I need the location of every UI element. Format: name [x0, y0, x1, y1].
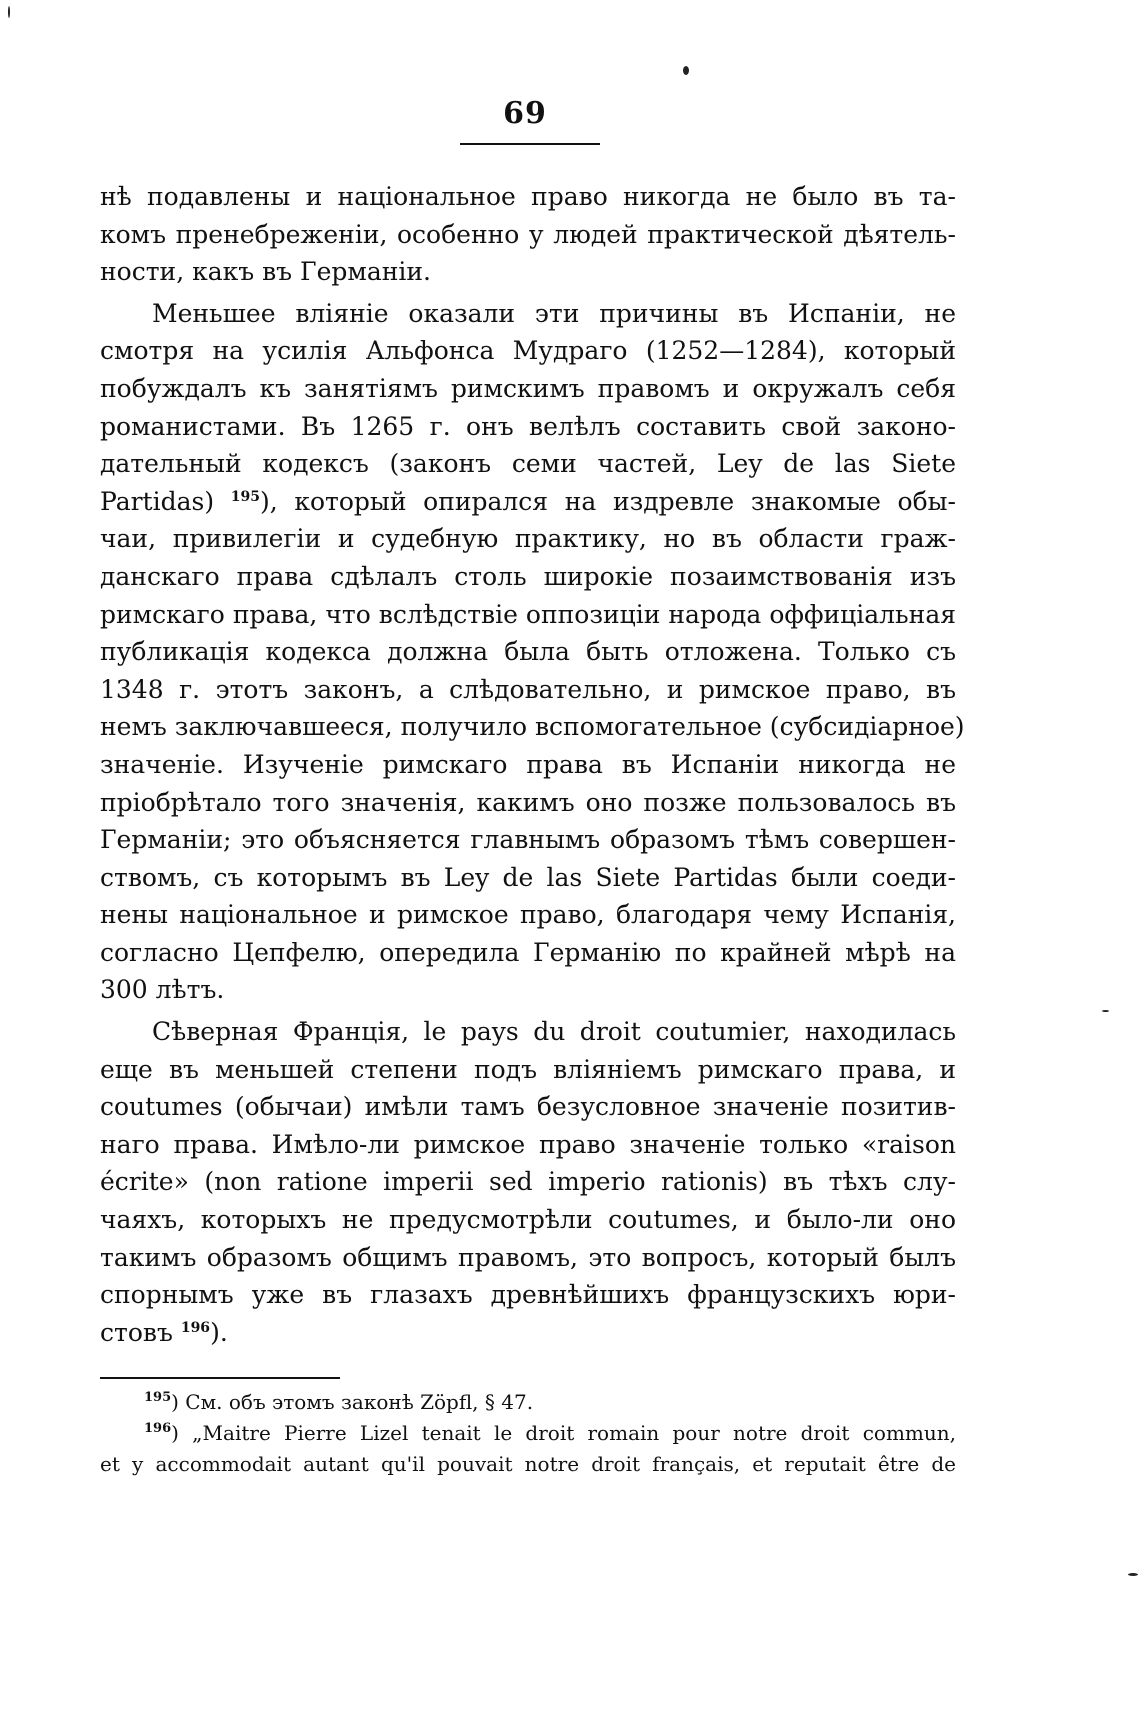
text-line: ности, какъ въ Германіи.: [100, 257, 432, 287]
footnote-separator: [100, 1377, 340, 1379]
text-line: 300 лѣтъ.: [100, 975, 225, 1005]
text-line: такимъ образомъ общимъ правомъ, это вопросъ, который былъ: [100, 1242, 956, 1272]
text-line-with-footnote: [100, 483, 956, 521]
footnote-reference: 196: [180, 1319, 211, 1336]
footnote-196-continuation: et y accommodait autant qu'il pouvait notre droit français, et reputait être de: [100, 1452, 956, 1476]
footnote-195: [100, 1387, 956, 1418]
scan-speck: [8, 6, 10, 18]
text-segment: стовъ: [100, 1317, 173, 1347]
footnotes: [100, 1387, 956, 1480]
text-line-with-footnote: [100, 1314, 956, 1352]
scan-speck: [683, 66, 689, 75]
text-line: пріобрѣтало того значенія, какимъ оно позже пользовалось въ: [100, 787, 956, 817]
footnote-text: ) „Maitre Pierre Lizel tenait le droit romain pour notre droit commun,: [171, 1421, 956, 1445]
text-line: смотря на усилія Альфонса Мудраго (1252—1284), который: [100, 336, 956, 366]
text-line: спорнымъ уже въ глазахъ древнѣйшихъ французскихъ юри-: [100, 1280, 956, 1310]
text-line: немъ заключавшееся, получило вспомогательное (субсидіарное): [100, 712, 965, 742]
text-line: Меньшее вліяніе оказали эти причины въ Испаніи, не: [152, 298, 956, 328]
paragraph-2: [100, 295, 965, 1009]
text-segment: ).: [210, 1317, 228, 1347]
text-line: романистами. Въ 1265 г. онъ велѣлъ составить свой законо-: [100, 411, 956, 441]
text-line: чаяхъ, которыхъ не предусмотрѣли coutumes, и было-ли оно: [100, 1205, 956, 1235]
page-number: 69: [503, 96, 547, 131]
text-line: coutumes (обычаи) имѣли тамъ безусловное значеніе позитив-: [100, 1092, 956, 1122]
text-segment: ), который опирался на издревле знакомые обы-: [260, 486, 956, 516]
text-line: комъ пренебреженіи, особенно у людей практической дѣятель-: [100, 219, 956, 249]
text-line: чаи, привилегіи и судебную практику, но въ области граж-: [100, 524, 956, 554]
scan-speck: [1102, 1010, 1109, 1012]
main-text: [100, 178, 965, 1355]
text-line: согласно Цепфелю, опередила Германію по крайней мѣрѣ на: [100, 937, 956, 967]
text-line: побуждалъ къ занятіямъ римскимъ правомъ и окружалъ себя: [100, 373, 956, 403]
footnote-196: [100, 1418, 956, 1449]
text-line: данскаго права сдѣлалъ столь широкіе позаимствованія изъ: [100, 561, 956, 591]
text-line: ствомъ, съ которымъ въ Ley de las Siete Partidas были соеди-: [100, 862, 956, 892]
text-line: Германіи; это объясняется главнымъ образомъ тѣмъ совершен-: [100, 825, 956, 855]
text-segment: Partidas): [100, 486, 215, 516]
paragraph-3: [100, 1013, 956, 1351]
footnote-number: 196: [144, 1421, 172, 1436]
text-line: наго права. Имѣло-ли римское право значеніе только «raison: [100, 1129, 956, 1159]
text-line: нѣ подавлены и національное право никогда не было въ та-: [100, 182, 956, 211]
scan-speck: [1128, 1573, 1138, 1576]
text-line: публикація кодекса должна была быть отложена. Только съ: [100, 637, 956, 667]
text-line: Сѣверная Франція, le pays du droit coutumier, находилась: [152, 1017, 956, 1047]
footnote-text: ) См. объ этомъ законѣ Zöpfl, § 47.: [171, 1390, 534, 1414]
text-line: 1348 г. этотъ законъ, а слѣдовательно, и римское право, въ: [100, 674, 956, 704]
footnote-reference: 195: [230, 488, 260, 505]
text-line: écrite» (non ratione imperii sed imperio rationis) въ тѣхъ слу-: [100, 1167, 956, 1197]
text-line: значеніе. Изученіе римскаго права въ Испаніи никогда не: [100, 749, 956, 779]
text-line: римскаго права, что вслѣдствіе оппозиціи народа оффиціальная: [100, 599, 956, 629]
footnote-number: 195: [144, 1390, 172, 1405]
text-line: дательный кодексъ (законъ семи частей, Ley de las Siete: [100, 449, 956, 479]
text-line: нены національное и римское право, благодаря чему Испанія,: [100, 900, 956, 930]
page-number-rule: [460, 143, 600, 145]
text-line: еще въ меньшей степени подъ вліяніемъ римскаго права, и: [100, 1054, 956, 1084]
paragraph-1: [100, 178, 956, 291]
